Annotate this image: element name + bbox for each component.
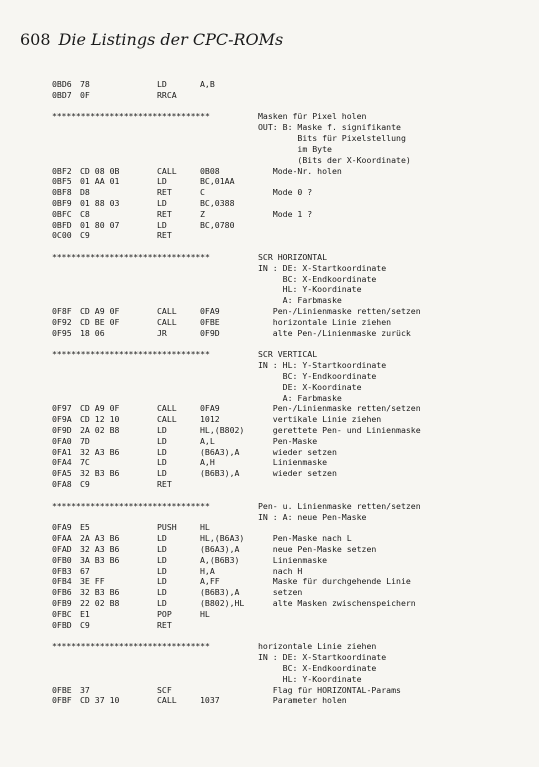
code-line bbox=[52, 533, 532, 544]
opcode-bytes: 2A 02 B8 bbox=[80, 425, 120, 435]
address: 0FA0 bbox=[52, 435, 72, 446]
blank-line bbox=[52, 630, 532, 641]
address: 0FBE bbox=[52, 684, 72, 695]
mnemonic: CALL bbox=[157, 403, 177, 414]
code-line bbox=[52, 328, 532, 339]
opcode-bytes: CD BE 0F bbox=[80, 316, 120, 327]
comment: Masken für Pixel holen bbox=[258, 111, 367, 122]
mnemonic: LD bbox=[157, 219, 167, 230]
mnemonic: CALL bbox=[157, 306, 177, 317]
opcode-bytes: CD 12 10 bbox=[80, 414, 120, 425]
comment: Mode-Nr. holen bbox=[258, 165, 342, 176]
address: 0FB4 bbox=[52, 576, 72, 587]
operand: (B6A3),A bbox=[200, 543, 240, 554]
code-line bbox=[52, 479, 532, 490]
code-line bbox=[52, 576, 532, 587]
mnemonic: CALL bbox=[157, 695, 177, 706]
comment: Maske für durchgehende Linie bbox=[258, 576, 411, 587]
code-line bbox=[52, 587, 532, 598]
mnemonic: LD bbox=[157, 197, 167, 208]
comment: gerettete Pen- und Linienmaske bbox=[258, 425, 421, 435]
address: 0BD6 bbox=[52, 79, 72, 89]
code-line bbox=[52, 544, 532, 555]
running-title: Die Listings der CPC-ROMs bbox=[58, 30, 284, 49]
page-number: 608 bbox=[20, 30, 51, 49]
operand: A,FF bbox=[200, 576, 220, 587]
operand: 0FA9 bbox=[200, 306, 220, 317]
blank-line bbox=[52, 101, 532, 112]
comment: Pen-/Linienmaske retten/setzen bbox=[258, 306, 421, 317]
opcode-bytes: 01 88 03 bbox=[80, 197, 120, 208]
comment: nach H bbox=[258, 565, 303, 576]
comment: BC: Y-Endkoordinate bbox=[258, 370, 377, 381]
section-separator bbox=[52, 501, 532, 512]
comment: SCR VERTICAL bbox=[258, 349, 318, 360]
comment-line bbox=[52, 663, 532, 674]
address: 0FBF bbox=[52, 695, 72, 706]
opcode-bytes: 0F bbox=[80, 89, 90, 100]
comment: A: Farbmaske bbox=[258, 392, 342, 403]
mnemonic: RET bbox=[157, 208, 172, 219]
opcode-bytes: 2A A3 B6 bbox=[80, 533, 120, 544]
comment: vertikale Linie ziehen bbox=[258, 414, 382, 425]
code-line bbox=[52, 220, 532, 231]
separator-stars: ********************************* bbox=[52, 111, 210, 122]
comment: Bits für Pixelstellung bbox=[258, 133, 406, 144]
comment-line bbox=[52, 274, 532, 285]
code-line bbox=[52, 425, 532, 436]
comment: neue Pen-Maske setzen bbox=[258, 543, 377, 554]
opcode-bytes: C9 bbox=[80, 619, 90, 630]
comment-line bbox=[52, 371, 532, 382]
comment: alte Masken zwischenspeichern bbox=[258, 598, 416, 608]
operand: 0FA9 bbox=[200, 403, 220, 414]
operand: (B6B3),A bbox=[200, 587, 240, 598]
operand: A,L bbox=[200, 435, 215, 446]
assembly-listing bbox=[52, 79, 532, 706]
code-line bbox=[52, 414, 532, 425]
mnemonic: RET bbox=[157, 230, 172, 241]
opcode-bytes: 22 02 B8 bbox=[80, 598, 120, 608]
comment: HL: Y-Koordinate bbox=[258, 673, 362, 684]
comment-line bbox=[52, 382, 532, 393]
opcode-bytes: 78 bbox=[80, 79, 90, 89]
operand: HL,(B802) bbox=[200, 425, 245, 435]
mnemonic: PUSH bbox=[157, 522, 177, 533]
code-line bbox=[52, 566, 532, 577]
comment: setzen bbox=[258, 587, 303, 598]
address: 0BFD bbox=[52, 219, 72, 230]
mnemonic: LD bbox=[157, 446, 167, 457]
mnemonic: LD bbox=[157, 533, 167, 544]
address: 0FA5 bbox=[52, 468, 72, 479]
address: 0F95 bbox=[52, 327, 72, 338]
comment: alte Pen-/Linienmaske zurück bbox=[258, 327, 411, 338]
address: 0FA8 bbox=[52, 479, 72, 490]
operand: HL bbox=[200, 522, 210, 533]
opcode-bytes: 32 A3 B6 bbox=[80, 446, 120, 457]
address: 0BF2 bbox=[52, 165, 72, 176]
mnemonic: LD bbox=[157, 79, 167, 89]
comment-line bbox=[52, 652, 532, 663]
address: 0FAA bbox=[52, 533, 72, 544]
comment-line bbox=[52, 360, 532, 371]
address: 0FB3 bbox=[52, 565, 72, 576]
comment: Pen-Maske nach L bbox=[258, 533, 352, 544]
mnemonic: SCF bbox=[157, 684, 172, 695]
opcode-bytes: 32 B3 B6 bbox=[80, 468, 120, 479]
opcode-bytes: 01 AA 01 bbox=[80, 176, 120, 187]
address: 0BD7 bbox=[52, 89, 72, 100]
comment-line bbox=[52, 155, 532, 166]
mnemonic: RRCA bbox=[157, 89, 177, 100]
blank-line bbox=[52, 339, 532, 350]
comment-line bbox=[52, 512, 532, 523]
code-line bbox=[52, 209, 532, 220]
code-line bbox=[52, 306, 532, 317]
blank-line bbox=[52, 241, 532, 252]
comment-line bbox=[52, 674, 532, 685]
address: 0F8F bbox=[52, 306, 72, 317]
address: 0FBD bbox=[52, 619, 72, 630]
comment: IN : HL: Y-Startkoordinate bbox=[258, 360, 387, 371]
mnemonic: LD bbox=[157, 576, 167, 587]
comment: HL: Y-Koordinate bbox=[258, 284, 362, 295]
comment: wieder setzen bbox=[258, 446, 337, 457]
section-separator bbox=[52, 349, 532, 360]
comment: Mode 0 ? bbox=[258, 187, 313, 198]
opcode-bytes: 3A B3 B6 bbox=[80, 554, 120, 565]
mnemonic: LD bbox=[157, 468, 167, 479]
comment-line bbox=[52, 284, 532, 295]
mnemonic: RET bbox=[157, 479, 172, 490]
comment: Linienmaske bbox=[258, 457, 328, 468]
code-line bbox=[52, 436, 532, 447]
address: 0BF8 bbox=[52, 187, 72, 198]
address: 0FB0 bbox=[52, 554, 72, 565]
comment: Mode 1 ? bbox=[258, 208, 313, 219]
operand: A,B bbox=[200, 79, 215, 89]
comment: BC: X-Endkoordinate bbox=[258, 662, 377, 673]
page-header bbox=[20, 30, 283, 49]
mnemonic: LD bbox=[157, 457, 167, 468]
operand: BC,0780 bbox=[200, 219, 235, 230]
operand: 1037 bbox=[200, 695, 220, 706]
code-line bbox=[52, 695, 532, 706]
code-line bbox=[52, 620, 532, 631]
mnemonic: LD bbox=[157, 176, 167, 187]
code-line bbox=[52, 317, 532, 328]
mnemonic: CALL bbox=[157, 414, 177, 425]
opcode-bytes: D8 bbox=[80, 187, 90, 198]
comment: Pen-/Linienmaske retten/setzen bbox=[258, 403, 421, 414]
separator-stars: ********************************* bbox=[52, 500, 210, 511]
comment: A: Farbmaske bbox=[258, 295, 342, 306]
address: 0FA9 bbox=[52, 522, 72, 533]
opcode-bytes: 67 bbox=[80, 565, 90, 576]
comment-line bbox=[52, 263, 532, 274]
comment: Pen- u. Linienmaske retten/setzen bbox=[258, 500, 421, 511]
separator-stars: ********************************* bbox=[52, 349, 210, 360]
comment-line bbox=[52, 393, 532, 404]
operand: (B802),HL bbox=[200, 598, 245, 608]
comment: SCR HORIZONTAL bbox=[258, 252, 328, 262]
comment: im Byte bbox=[258, 143, 332, 154]
address: 0BF5 bbox=[52, 176, 72, 187]
section-separator bbox=[52, 641, 532, 652]
operand: H,A bbox=[200, 565, 215, 576]
operand: BC,0388 bbox=[200, 197, 235, 208]
address: 0F97 bbox=[52, 403, 72, 414]
comment-line bbox=[52, 144, 532, 155]
operand: HL bbox=[200, 608, 210, 619]
section-separator bbox=[52, 111, 532, 122]
opcode-bytes: CD 08 0B bbox=[80, 165, 120, 176]
mnemonic: RET bbox=[157, 619, 172, 630]
opcode-bytes: 37 bbox=[80, 684, 90, 695]
operand: Z bbox=[200, 208, 205, 219]
opcode-bytes: 18 06 bbox=[80, 327, 105, 338]
comment: Linienmaske bbox=[258, 554, 328, 565]
comment-line bbox=[52, 295, 532, 306]
address: 0F9D bbox=[52, 425, 72, 435]
code-line bbox=[52, 555, 532, 566]
address: 0F9A bbox=[52, 414, 72, 425]
comment: Pen-Maske bbox=[258, 435, 318, 446]
opcode-bytes: C8 bbox=[80, 208, 90, 219]
comment: OUT: B: Maske f. signifikante bbox=[258, 122, 401, 133]
operand: 0F9D bbox=[200, 327, 220, 338]
code-line bbox=[52, 447, 532, 458]
operand: C bbox=[200, 187, 205, 198]
mnemonic: LD bbox=[157, 543, 167, 554]
code-line bbox=[52, 685, 532, 696]
mnemonic: LD bbox=[157, 587, 167, 598]
address: 0BFC bbox=[52, 208, 72, 219]
address: 0BF9 bbox=[52, 197, 72, 208]
address: 0C00 bbox=[52, 230, 72, 241]
opcode-bytes: E1 bbox=[80, 608, 90, 619]
code-line bbox=[52, 598, 532, 609]
mnemonic: JR bbox=[157, 327, 167, 338]
code-line bbox=[52, 230, 532, 241]
mnemonic: LD bbox=[157, 598, 167, 608]
operand: (B6B3),A bbox=[200, 468, 240, 479]
mnemonic: LD bbox=[157, 565, 167, 576]
comment: IN : DE: X-Startkoordinate bbox=[258, 262, 387, 273]
code-line bbox=[52, 90, 532, 101]
address: 0F92 bbox=[52, 316, 72, 327]
operand: 0B08 bbox=[200, 165, 220, 176]
comment: IN : A: neue Pen-Maske bbox=[258, 511, 367, 522]
comment: IN : DE: X-Startkoordinate bbox=[258, 652, 387, 663]
address: 0FB9 bbox=[52, 598, 72, 608]
operand: A,(B6B3) bbox=[200, 554, 240, 565]
separator-stars: ********************************* bbox=[52, 252, 210, 262]
comment: wieder setzen bbox=[258, 468, 337, 479]
code-line bbox=[52, 403, 532, 414]
code-line bbox=[52, 79, 532, 90]
section-separator bbox=[52, 252, 532, 263]
comment: horizontale Linie ziehen bbox=[258, 316, 392, 327]
mnemonic: CALL bbox=[157, 316, 177, 327]
comment-line bbox=[52, 122, 532, 133]
opcode-bytes: 32 A3 B6 bbox=[80, 543, 120, 554]
opcode-bytes: 7D bbox=[80, 435, 90, 446]
code-line bbox=[52, 176, 532, 187]
mnemonic: LD bbox=[157, 425, 167, 435]
operand: HL,(B6A3) bbox=[200, 533, 245, 544]
opcode-bytes: 32 B3 B6 bbox=[80, 587, 120, 598]
address: 0FB6 bbox=[52, 587, 72, 598]
opcode-bytes: E5 bbox=[80, 522, 90, 533]
comment: Parameter holen bbox=[258, 695, 347, 706]
opcode-bytes: CD 37 10 bbox=[80, 695, 120, 706]
opcode-bytes: 7C bbox=[80, 457, 90, 468]
blank-line bbox=[52, 490, 532, 501]
mnemonic: POP bbox=[157, 608, 172, 619]
mnemonic: LD bbox=[157, 435, 167, 446]
mnemonic: CALL bbox=[157, 165, 177, 176]
address: 0FA1 bbox=[52, 446, 72, 457]
address: 0FBC bbox=[52, 608, 72, 619]
operand: A,H bbox=[200, 457, 215, 468]
address: 0FAD bbox=[52, 543, 72, 554]
operand: (B6A3),A bbox=[200, 446, 240, 457]
comment: BC: X-Endkoordinate bbox=[258, 273, 377, 284]
opcode-bytes: C9 bbox=[80, 479, 90, 490]
code-line bbox=[52, 457, 532, 468]
comment: DE: X-Koordinate bbox=[258, 381, 362, 392]
code-line bbox=[52, 198, 532, 209]
code-line bbox=[52, 187, 532, 198]
comment-line bbox=[52, 133, 532, 144]
operand: BC,01AA bbox=[200, 176, 235, 187]
operand: 0FBE bbox=[200, 316, 220, 327]
code-line bbox=[52, 609, 532, 620]
comment: Flag für HORIZONTAL-Params bbox=[258, 684, 401, 695]
opcode-bytes: 3E FF bbox=[80, 576, 105, 587]
opcode-bytes: C9 bbox=[80, 230, 90, 241]
separator-stars: ********************************* bbox=[52, 641, 210, 652]
operand: 1012 bbox=[200, 414, 220, 425]
opcode-bytes: CD A9 0F bbox=[80, 403, 120, 414]
address: 0FA4 bbox=[52, 457, 72, 468]
code-line bbox=[52, 468, 532, 479]
mnemonic: LD bbox=[157, 554, 167, 565]
mnemonic: RET bbox=[157, 187, 172, 198]
opcode-bytes: CD A9 0F bbox=[80, 306, 120, 317]
opcode-bytes: 01 80 07 bbox=[80, 219, 120, 230]
code-line bbox=[52, 522, 532, 533]
comment: horizontale Linie ziehen bbox=[258, 641, 377, 652]
code-line bbox=[52, 166, 532, 177]
comment: (Bits der X-Koordinate) bbox=[258, 154, 411, 165]
